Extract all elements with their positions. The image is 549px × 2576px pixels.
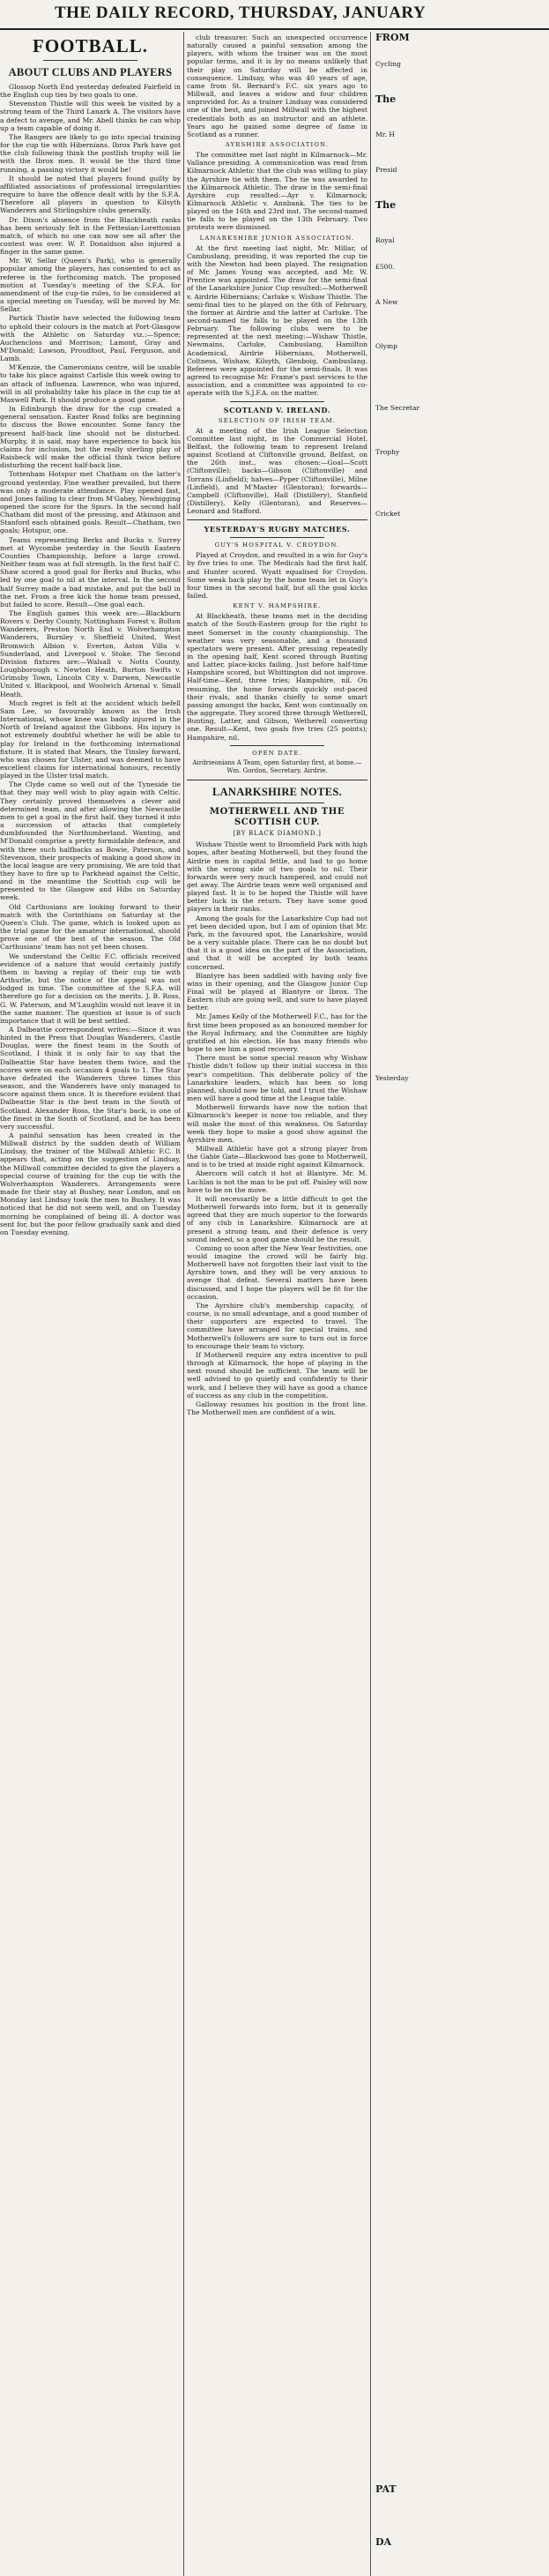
paragraph: We understand the Celtic F.C. officials received evidence of a nature that would certainly justify them in having a replay of their cup tie with Arthurlie, but the notice of the appeal was not lodged in time. The committee of the S.F.A. will therefore go for a decision on the merits. J. B. Ross, G. W. Paterson, and M'Laughlin would not leave it in the same manner. The question at issue is of such importance that it will be best settled. [0,952,181,1025]
paragraph: The Clyde came so well out of the Tyneside tie that they may well wish to play again with Celtic. They certainly proved themselves a clever and determined team, and after allowing the Newcastle men to get a goal in the first half, they turned it into a succession of attacks that completely dumbfounded the Northumberland. Wanting, and M'Donald comprise a pretty formidable defence, and with three such halfbacks as Bowie, Paterson, and Stevenson, their prospects of making a good show in the local league are very promising. We are told that they have to fire up to Parkhead against the Celtic, and in the meantime the Scottish cup will be presented to the Glasgow and Hibs on Saturday week. [0,780,181,902]
fragment-text: Mr. H [375,131,396,138]
subsection-heading: LANARKSHIRE JUNIOR ASSOCIATION. [199,234,355,242]
subsection-heading: OPEN DATE. [252,749,302,757]
subsection-heading: KENT V. HAMPSHIRE. [233,602,322,610]
paragraph: Abercorn will catch it hot at Blantyre. Mr. M. Lachlan is not the man to be put off. Paisley will now have to be on the move. [187,1169,367,1194]
fragment-text: The Secretar [375,404,420,412]
paragraph: Stevenston Thistle will this week be visited by a strong team of the Third Lanark A. The visitors have a defect to avenge, and Mr. Abell thinks he can whip up a team capable of doing it. [0,100,181,132]
fragment-text: Olymp [375,342,398,350]
fragment-text: Cycling [375,60,401,68]
paragraph: Played at Croydon, and resulted in a win for Guy's by five tries to one. The Medicals had the first half, and Hunter scored. Wyatt equalised for Croydon. Some weak back play by the home team let in Guy's four times in the second half, but all the goal kicks failed. [187,551,367,601]
section-heading: YESTERDAY'S RUGBY MATCHES. [204,525,351,534]
divider [43,60,137,61]
fragment-text: Yesterday [375,1074,409,1082]
paragraph: At Blackheath, these teams met in the deciding match of the South-Eastern group for the right to meet Somerset in the county championship. The weather was very seasonable, and a thousand spectators were present. After pressing repeatedly in the opening half, Kent scored through Bunting and Latter, place-kicks failing. Just before half-time Hampshire scored, but Whittington did not improve. Half-time—Kent, three tries; Hampshire, nil. On resuming, the home forwards quickly out-paced their rivals, and thanks chiefly to some smart passing amongst the backs, Kent won continually on the aggregate. They scored three through Wetherell, Bunting, Latter, and Gibson, Wetherell converting one. Result—Kent, two goals five tries (25 points); Hampshire, nil. [187,612,367,742]
article-body [187,551,367,600]
fragment-text: Royal [375,236,395,244]
section-heading: FOOTBALL. [33,35,148,56]
paragraph: Millwall Athletic have got a strong player from the Gable Gate—Blackwood has gone to Motherwell, and is to be tried at inside right against Kilmarnock. [187,1144,367,1169]
paragraph: Teams representing Berks and Bucks v. Surrey met at Wycombe yesterday in the South Eastern Counties Championship, before a large crowd. Neither team was at full strength. In the first half C. Shaw scored a good goal for Berks and Bucks, who led by one goal to nil at the interval. In the second half Surrey made a bad mistake, and put the ball in the net. From a free kick the home team pressed, but failed to score. Result—One goal each. [0,535,181,609]
masthead-title: THE DAILY RECORD, THURSDAY, JANUARY [55,4,427,22]
paragraph: Motherwell forwards have now the notion that Kilmarnock's keeper is none too reliable, and they will make the most of this weakness. On Saturday week they hope to make a good show against the Ayrshire men. [187,1103,367,1144]
paragraph: Wishaw Thistle went to Broomfield Park with high hopes, after beating Motherwell, but they found the Airdrie men in capital fettle, and had to go home with the wrong side of two goals to nil. Their forwards were very much hampered, and could not get away. The Airdrie team were well organised and played fast. It is to be hoped the Thistle will have better luck in the return. They have some good players in their ranks. [187,840,367,914]
paragraph: Blantyre has been saddled with having only five wins in their opening, and the Glasgow Junior Cup Final will be played at Blantyre or Ibrox. The Eastern club are going well, and sure to have played better. [187,971,367,1012]
paragraph: A Dalbeattie correspondent writes:—Since it was hinted in the Press that Douglas Wanderers, Castle Douglas, were the finest team in the South of Scotland, I think it is only fair to say that the Dalbeattie Star have beaten them twice, and the scores were on each occasion 4 goals to 1. The Star have defeated the Wanderers three times this season, and the Wanderers have only managed to score against them once. It is therefore evident that Dalbeattie Star is the best team in the South of Scotland. Alexander Ross, the Star's back, is one of the finest in the South of Scotland, and he has been very successful. [0,1025,181,1131]
fragment-text: £500. [375,263,395,271]
subsection-heading: AYRSHIRE ASSOCIATION. [225,141,330,149]
notice-text: Airdrieonians A Team, open Saturday first, at home.—Wm. Gordon, Secretary, Airdrie. [192,758,362,774]
fragment-text: The [375,199,397,211]
fragment-text: A New [375,298,398,306]
paragraph: Partick Thistle have selected the following team to uphold their colours in the match at Port-Glasgow with the Athletic on Saturday viz.:—Spence; Auchencloss and Morrison; Lamont, Gray and M'Donald; Lawson, Proudfoot, Paul, Ferguson, and Lamb. [0,314,181,363]
paragraph: Old Carthusians are looking forward to their match with the Corinthians on Saturday at the Queen's Club. The game, which is looked upon as the trial game for the amateur international, should prove one of the best of the season. The Old Carthusians' team has not yet been chosen. [0,902,181,952]
subsection-heading: SELECTION OF IRISH TEAM. [218,416,337,424]
paragraph: Galloway resumes his position in the front line. The Motherwell men are confident of a win. [187,1400,367,1416]
subsection-heading: GUY'S HOSPITAL V. CROYDON. [214,541,340,549]
fragment-text: DA [375,2536,392,2548]
paragraph: Coming so soon after the New Year festivities, one would imagine the crowd will be fairly big. Motherwell have not forgotten their last visit to the Ayrshire town, and they will be very anxious to avenge that defeat. Several matters have been discussed, and I hope the players will be fit for the occasion. [187,1243,367,1301]
column-football [0,34,181,2573]
section-heading: LANARKSHIRE NOTES. [211,786,343,799]
subsection-heading: MOTHERWELL AND THE SCOTTISH CUP. [209,807,345,828]
fragment-text: FROM [375,34,410,43]
paragraph: Glossop North End yesterday defeated Fairfield in the English cup ties by two goals to one. [0,83,181,100]
divider [230,537,324,538]
fragment-text: Presid [375,166,397,174]
paragraph: Dr. Dixon's absence from the Blackheath ranks has been seriously felt in the Fettesian-Lorettonian match, of which no one can now see all after the contest was over. W. P. Donaldson also injured a finger in the same game. [0,215,181,257]
article-body [187,151,367,232]
paragraph: If Motherwell require any extra incentive to pull through at Kilmarnock, the hope of playing in the next round should be sufficient. The team will be well advised to go quietly and confidently to their work, and I believe they will have as good a chance of success as any club in the competition. [187,1350,367,1400]
article-body [187,244,367,398]
fragment-text: The [375,93,397,105]
paragraph: It will necessarily be a little difficult to get the Motherwell forwards into form, but it is generally agreed that they are much superior to the forwards of any club in Lanarkshire. Kilmarnock are at present a strong team, and their defence is very sound indeed, so a good game should be the result. [187,1194,367,1243]
column-right [374,34,549,2573]
paragraph: Mr. W. Sellar (Queen's Park), who is generally popular among the players, has consented to act as referee in the forthcoming match. The proposed motion at Tuesday's meeting of the S.F.A. for amendment of the cup-tie rules, to be considered at a special meeting on Tuesday, will be moved by Mr. Sellar. [0,257,181,314]
paragraph: Among the goals for the Lanarkshire Cup had not yet been decided upon, but I am of opinion that Mr. Park, in the favoured spot, the Lanarkshire, would be a very suitable place. There can be no doubt but that it is a good idea on the part of the Association, and that it will be accepted by both teams concerned. [187,914,367,971]
masthead [0,2,549,30]
paragraph: In Edinburgh the draw for the cup created a general sensation. Easter Road folks are beginning to discuss the Bowe encounter. Some fancy the present half-back line should not be disturbed. Murphy, it is said, may have experience to back his claims for inclusion, but the really sterling play of Raisbeck will make the official think twice before disturbing the recent half-back line. [0,405,181,470]
article-body [187,34,367,138]
fragment-text: Trophy [375,448,400,456]
paragraph: At the first meeting last night, Mr. Millar, of Cambuslang, presiding, it was reported the cup tie with the Newton had been played. The resignation of Mr. James Young was accepted, and Mr. W. Prentice was appointed. The draw for the semi-final of the Lanarkshire Junior Cup resulted:—Motherwell v. Airdrie Hibernians; Carluke v. Wishaw Thistle. The semi-final ties to be played on the 6th of February, the former at Airdrie and the latter at Carluke. The second-named tie falls to be played on the 13th February. The following clubs were to be represented at the next meeting:—Wishaw Thistle, Newmains, Carluke, Cambuslang, Hamilton Academical, Airdrie Hibernians, Motherwell, Coltness, Wishaw, Kilsyth, Glenboig, Cambuslang. Referees were appointed for the semi-finals. It was agreed to recognise Mr. Frame's past services to the association, and a committee was appointed to co-operate with the S.J.F.A. on the matter. [187,243,367,398]
fragment-text: PAT [375,2483,397,2495]
column-rule [370,32,371,2576]
paragraph: Much regret is felt at the accident which befell Sam Lee, so favourably known as the Irish International, whose knee was badly injured in the North of Ireland against the Gibbons. His injury is not extremely doubtful whether he will be able to play for Ireland in the forthcoming international fixture. It is stated that Mears, the Tinsley forward, who was chosen for Ulster, and was deemed to have excellent claims for international honours, recently played in the Ulster trial match. [0,698,181,780]
article-body [187,612,367,742]
subsection-heading: ABOUT CLUBS AND PLAYERS [8,66,173,78]
paragraph: A painful sensation has been created in the Millwall district by the sudden death of William Lindsay, the trainer of the Millwall Athletic F.C. It appears that, acting on the suggestion of Lindsay, the Millwall committee decided to give the players a special course of training for the cup tie with the Wolverhampton Wanderers. Arrangements were made for their stay at Bushey, near London, and on Monday last Lindsay took the men to Bushey. It was noticed that he did not seem well, and on Tuesday morning he complained of being ill. A doctor was sent for, but the poor fellow gradually sank and died on Tuesday evening. [0,1131,181,1236]
paragraph: The Ayrshire club's membership capacity, of course, is no small advantage, and a good number of their supporters are expected to travel. The committee have arranged for special trains, and Motherwell's followers are sure to turn out in force to encourage their team to victory. [187,1301,367,1350]
column-rule [183,32,184,2576]
fragment-text: Cricket [375,510,401,518]
paragraph: The Rangers are likely to go into special training for the cup tie with Hibernians. Ibrox Park have got the club following think the postlish trophy will lie with the Ibrox men. It would be the third time running, a passing victory it would be! [0,132,181,174]
paragraph: It should be noted that players found guilty by affiliated associations of professional irregularities require to have the offence dealt with by the S.F.A. Therefore all players in question to Kilsyth Wanderers and Stirlingshire clubs generally. [0,174,181,215]
section-heading: SCOTLAND V. IRELAND. [223,405,331,414]
divider [230,745,324,746]
column-middle [187,34,367,2573]
byline: [BY BLACK DIAMOND.] [233,830,322,838]
paragraph: At a meeting of the Irish League Selection Committee last night, in the Commercial Hotel, Belfast, the following team to represent Ireland against Scotland at Cliftonville ground, Belfast, on the 26th inst., was chosen:—Goal—Scott (Cliftonville); backs—Gibson (Cliftonville) and Torrans (Linfield); halves—Pyper (Cliftonville), Milne (Linfield), and M'Master (Glentoran); forwards—Campbell (Cliftonville), Hall (Distillery), Stanfield (Distillery), Kelly (Glentoran), and Reserves—Leonard and Stafford. [187,426,367,516]
paragraph: Mr. James Kelly of the Motherwell F.C., has for the first time been proposed as an honoured member for the Royal Infirmary, and the Committee are highly gratified at his election. He has many friends who hope to see him a good recovery. [187,1012,367,1054]
article-body [187,840,367,1416]
paragraph: The English games this week are:—Blackburn Rovers v. Derby County, Nottingham Forest v. Bolton Wanderers, Preston North End v. Wolverhampton Wanderers, Burnley v. Sheffield United, West Bromwich Albion v. Everton, Aston Villa v. Sunderland, and Liverpool v. Stoke. The Second Division fixtures are:—Walsall v. Notts County, Loughborough v. Newton Heath, Burton Swifts v. Grimsby Town, Lincoln City v. Darwen, Newcastle United v. Blackpool, and Woolwich Arsenal v. Small Heath. [0,609,181,698]
paragraph: club treasurer. Such an unexpected occurrence naturally caused a painful sensation among the players, with whom the trainer was on the most popular terms, and it is by no means unlikely that their play on Saturday will be affected in consequence. Lindsay, who was 40 years of age, came from St. Bernard's F.C. six years ago to Millwall, and leaves a widow and four children unprovided for. As a trainer Lindsay was considered one of the best, and joined Millwall with the highest credentials both as an instructor and an athlete. Years ago he gained some degree of fame in Scotland as a runner. [187,34,367,138]
paragraph: The committee met last night in Kilmarnock—Mr. Vallance presiding. A communication was read from Kilmarnock Athletic that the club was willing to play the Ayrshire tie with them. The tie was awarded to the Kilmarnock Athletic. The draw in the semi-final Ayrshire cup resulted:—Ayr v. Kilmarnock; Kilmarnock Athletic v. Annbank. The ties to be played on the 16th and 23rd inst. The second-named tie falls to be played on the 13th February. Two protests were dismissed. [187,151,367,232]
paragraph: Tottenham Hotspur met Chatham on the latter's ground yesterday. Fine weather prevailed, but there was only a moderate attendance. Play opened fast, and Jones failing to clear from M'Gahey, Newbigging opened the score for the Spurs. In the second half Chatham did most of the pressing, and Atkinson and Stanford each obtained goals. Result—Chatham, two goals; Hotspur, one. [0,470,181,535]
divider [230,401,324,402]
paragraph: M'Kenzie, the Cameronians centre, will be unable to take his place against Carlisle this week owing to an attack of influenza. Lawrence, who was injured, will in all probability take his place in the cup tie at Maxwell Park. It should produce a good game. [0,363,181,404]
divider [187,519,367,520]
article-body [0,83,181,1236]
article-body [187,427,367,516]
paragraph: There must be some special reason why Wishaw Thistle didn't follow up their initial success in this year's competition. This deliberate policy of the Lanarkshire leaders, which has been so long planned, should now be told, and I trust the Wishaw men will have a good time at the League table. [187,1054,367,1103]
